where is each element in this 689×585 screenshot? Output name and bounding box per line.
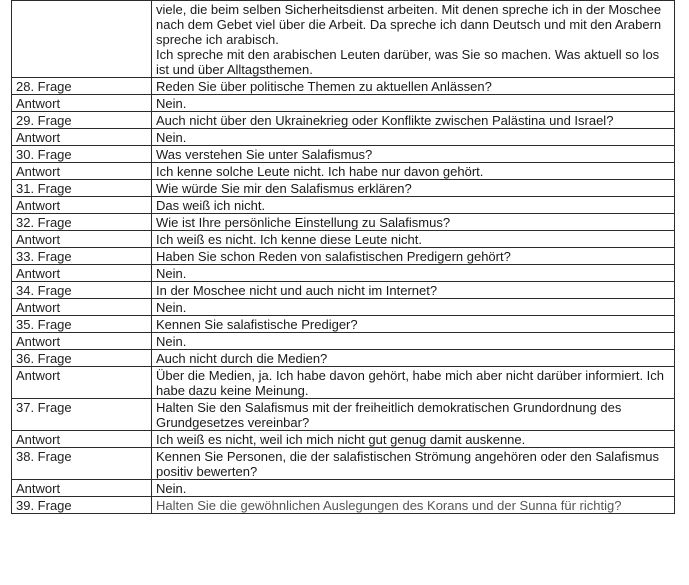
row-text: Halten Sie die gewöhnlichen Auslegungen des Korans und der Sunna für richtig? <box>152 497 675 514</box>
row-text: Nein. <box>152 95 675 112</box>
row-label: 34. Frage <box>12 282 152 299</box>
question-row <box>12 350 675 367</box>
answer-row <box>12 197 675 214</box>
row-text: Wie würde Sie mir den Salafismus erklären? <box>152 180 675 197</box>
row-text: Nein. <box>152 129 675 146</box>
question-row <box>12 180 675 197</box>
question-row <box>12 112 675 129</box>
row-label: Antwort <box>12 299 152 316</box>
row-label: Antwort <box>12 197 152 214</box>
row-label: Antwort <box>12 265 152 282</box>
question-row <box>12 146 675 163</box>
interview-protocol-table <box>11 0 675 514</box>
row-text: Auch nicht durch die Medien? <box>152 350 675 367</box>
row-text: Reden Sie über politische Themen zu aktuellen Anlässen? <box>152 78 675 95</box>
intro-paragraph: viele, die beim selben Sicherheitsdienst arbeiten. Mit denen spreche ich in der Moschee nach dem Gebet viel über die Arbeit. Da spreche ich dann Deutsch und mit den Arabern spreche ich arabisch. <box>156 2 662 47</box>
row-label <box>12 1 152 78</box>
question-row <box>12 214 675 231</box>
question-row <box>12 248 675 265</box>
row-text: Was verstehen Sie unter Salafismus? <box>152 146 675 163</box>
question-row <box>12 282 675 299</box>
row-text: In der Moschee nicht und auch nicht im Internet? <box>152 282 675 299</box>
row-label: 32. Frage <box>12 214 152 231</box>
answer-row <box>12 431 675 448</box>
row-text: Ich weiß es nicht. Ich kenne diese Leute nicht. <box>152 231 675 248</box>
row-label: Antwort <box>12 333 152 350</box>
row-label: 37. Frage <box>12 399 152 431</box>
answer-row <box>12 265 675 282</box>
question-row <box>12 316 675 333</box>
row-text: Haben Sie schon Reden von salafistischen Predigern gehört? <box>152 248 675 265</box>
row-text: Ich kenne solche Leute nicht. Ich habe nur davon gehört. <box>152 163 675 180</box>
question-row <box>12 399 675 431</box>
row-label: 29. Frage <box>12 112 152 129</box>
intro-paragraph: Ich spreche mit den arabischen Leuten darüber, was Sie so machen. Was aktuell so los ist und über Alltagsthemen. <box>156 47 660 77</box>
row-text: Nein. <box>152 299 675 316</box>
row-label: Antwort <box>12 480 152 497</box>
question-row <box>12 448 675 480</box>
question-row-cut <box>12 497 675 514</box>
row-label: Antwort <box>12 367 152 399</box>
row-label: 31. Frage <box>12 180 152 197</box>
row-text: Kennen Sie Personen, die der salafistischen Strömung angehören oder den Salafismus positiv bewerten? <box>152 448 675 480</box>
answer-row <box>12 333 675 350</box>
row-text: Auch nicht über den Ukrainekrieg oder Konflikte zwischen Palästina und Israel? <box>152 112 675 129</box>
row-label: 38. Frage <box>12 448 152 480</box>
row-label: 33. Frage <box>12 248 152 265</box>
answer-row <box>12 299 675 316</box>
row-label: 35. Frage <box>12 316 152 333</box>
row-label: 39. Frage <box>12 497 152 514</box>
answer-row <box>12 163 675 180</box>
answer-row <box>12 129 675 146</box>
question-row <box>12 78 675 95</box>
answer-row <box>12 95 675 112</box>
row-label: Antwort <box>12 95 152 112</box>
row-text: Nein. <box>152 265 675 282</box>
row-text: Kennen Sie salafistische Prediger? <box>152 316 675 333</box>
row-text: Ich weiß es nicht, weil ich mich nicht gut genug damit auskenne. <box>152 431 675 448</box>
row-label: 36. Frage <box>12 350 152 367</box>
row-label: Antwort <box>12 431 152 448</box>
intro-cell <box>152 1 675 78</box>
row-text: Halten Sie den Salafismus mit der freiheitlich demokratischen Grundordnung des Grundgesetzes vereinbar? <box>152 399 675 431</box>
table-row <box>12 1 675 78</box>
protocol-body <box>12 1 675 514</box>
row-label: Antwort <box>12 129 152 146</box>
row-label: 30. Frage <box>12 146 152 163</box>
answer-row <box>12 367 675 399</box>
row-text: Nein. <box>152 480 675 497</box>
answer-row <box>12 231 675 248</box>
row-label: Antwort <box>12 231 152 248</box>
row-text: Nein. <box>152 333 675 350</box>
row-text: Das weiß ich nicht. <box>152 197 675 214</box>
row-label: 28. Frage <box>12 78 152 95</box>
row-label: Antwort <box>12 163 152 180</box>
row-text: Über die Medien, ja. Ich habe davon gehört, habe mich aber nicht darüber informiert. Ich habe dazu keine Meinung. <box>152 367 675 399</box>
answer-row <box>12 480 675 497</box>
row-text: Wie ist Ihre persönliche Einstellung zu Salafismus? <box>152 214 675 231</box>
